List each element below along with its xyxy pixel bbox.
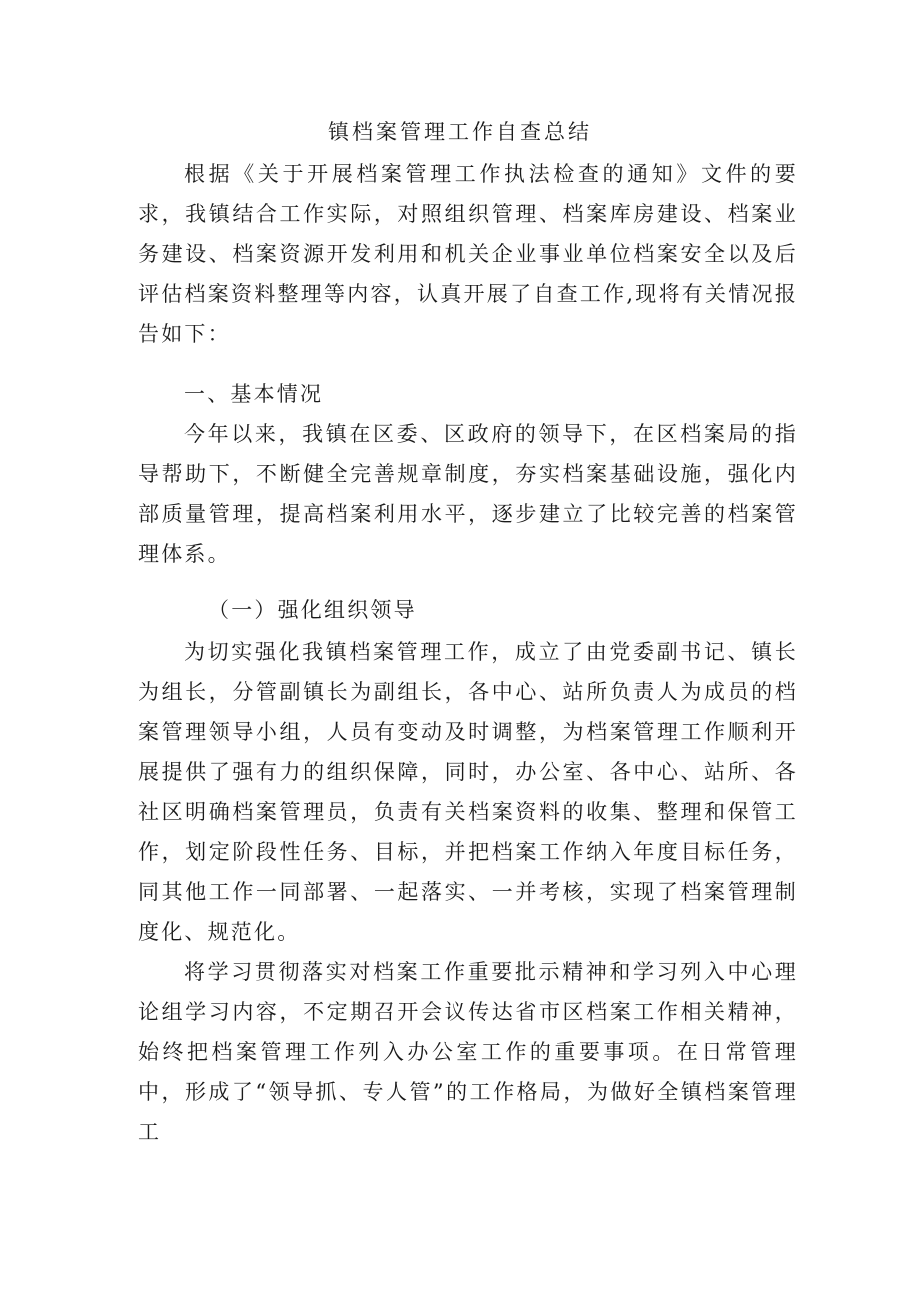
document-title: 镇档案管理工作自查总结 (328, 120, 592, 144)
section-heading-basic-situation: 一、基本情况 (184, 382, 324, 406)
study-paragraph: 将学习贯彻落实对档案工作重要批示精神和学习列入中心理论组学习内容，不定期召开会议传达省市区档案工作相关精神，始终把档案管理工作列入办公室工作的重要事项。在日常管理中，形成了“领导抓、专人管”的工作格局，为做好全镇档案管理工 (138, 960, 798, 1144)
organization-paragraph: 为切实强化我镇档案管理工作，成立了由党委副书记、镇长为组长，分管副镇长为副组长，各中心、站所负责人为成员的档案管理领导小组，人员有变动及时调整，为档案管理工作顺利开展提供了强有力的组织保障，同时，办公室、各中心、站所、各社区明确档案管理员，负责有关档案资料的收集、整理和保管工作，划定阶段性任务、目标，并把档案工作纳入年度目标任务，同其他工作一同部署、一起落实、一并考核，实现了档案管理制度化、规范化。 (138, 640, 798, 944)
subsection-heading-organization: （一）强化组织领导 (208, 598, 417, 622)
basic-situation-paragraph: 今年以来，我镇在区委、区政府的领导下，在区档案局的指导帮助下，不断健全完善规章制度，夯实档案基础设施，强化内部质量管理，提高档案利用水平，逐步建立了比较完善的档案管理体系。 (138, 422, 798, 566)
intro-paragraph: 根据《关于开展档案管理工作执法检查的通知》文件的要求，我镇结合工作实际，对照组织管理、档案库房建设、档案业务建设、档案资源开发利用和机关企业事业单位档案安全以及后评估档案资料整理等内容，认真开展了自查工作,现将有关情况报告如下： (138, 162, 798, 346)
